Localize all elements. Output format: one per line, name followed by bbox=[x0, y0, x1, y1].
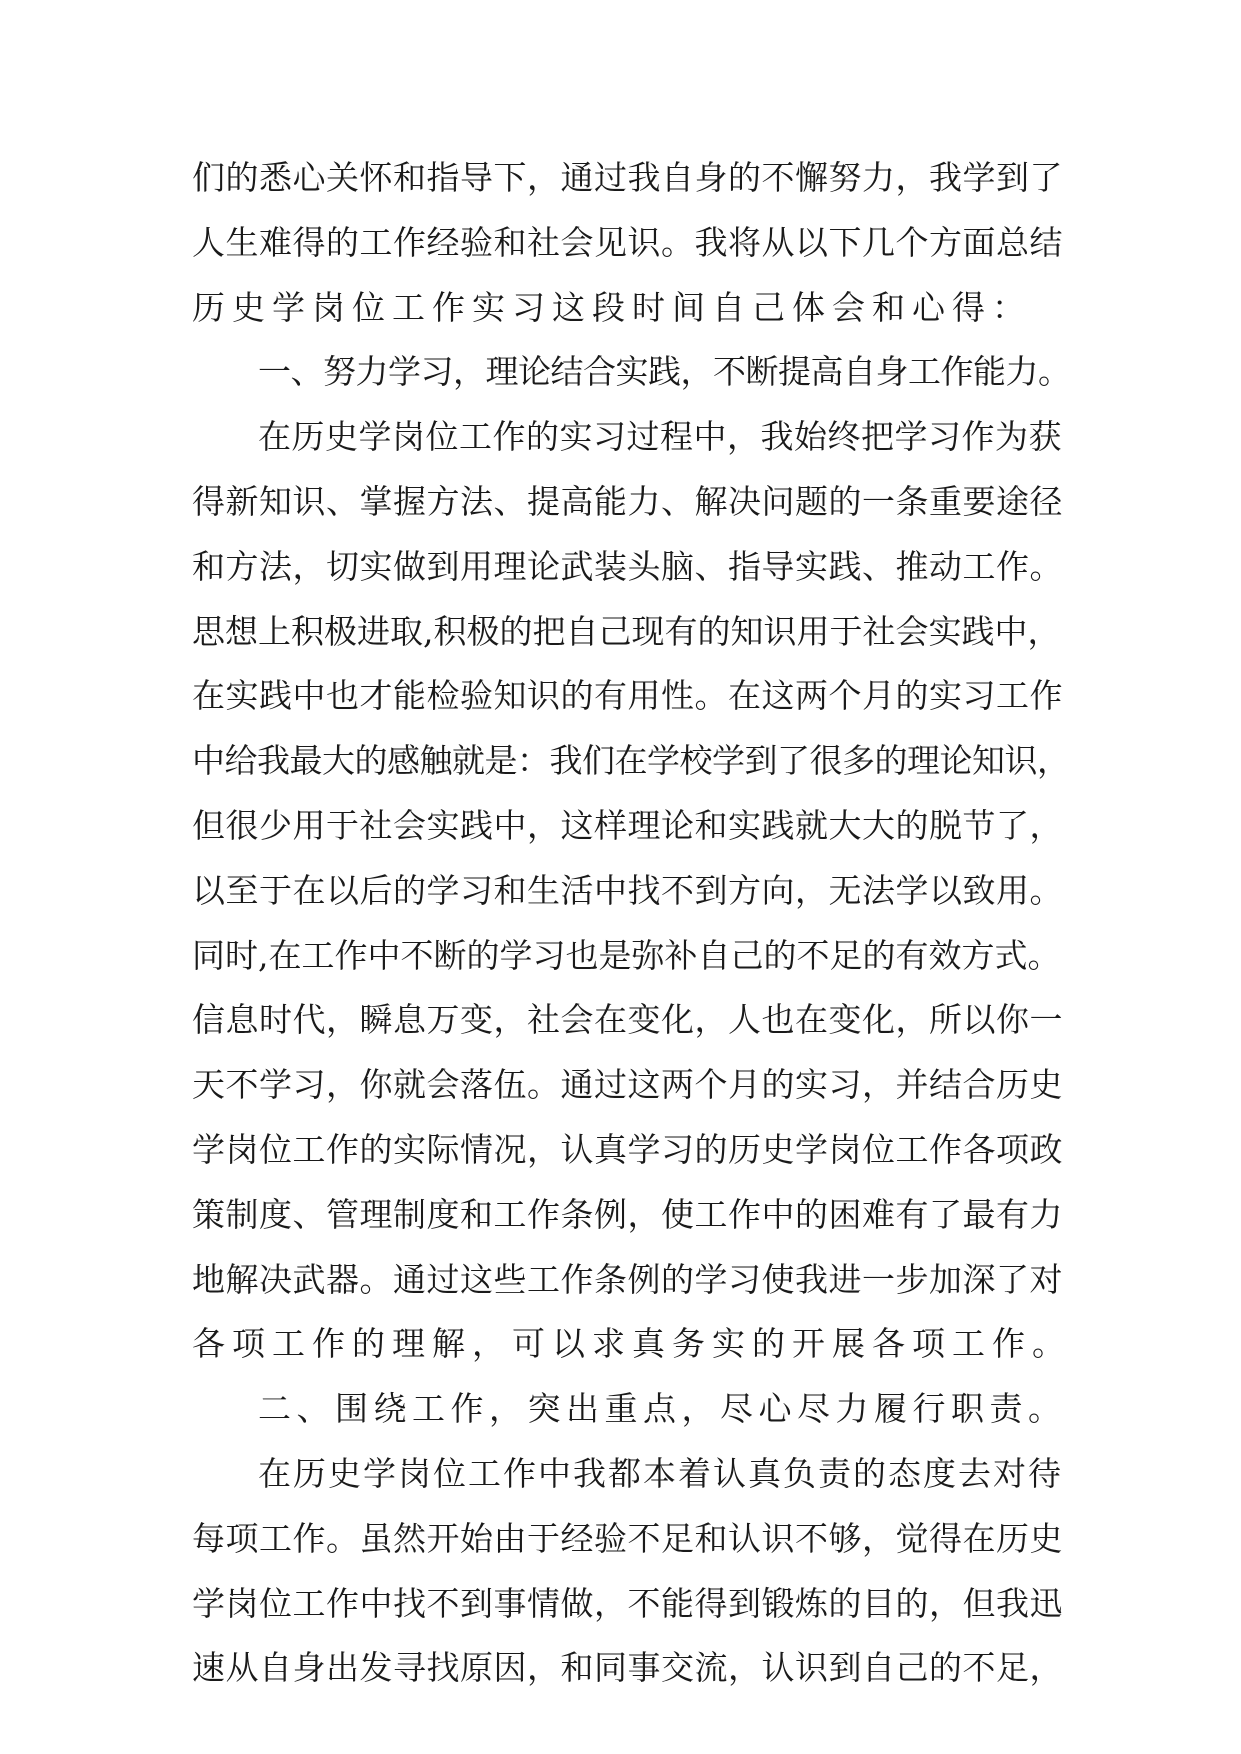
text-line: 历史学岗位工作实习这段时间自己体会和心得： bbox=[192, 287, 1032, 327]
text-line: 思想上积极进取,积极的把自己现有的知识用于社会实践中， bbox=[192, 611, 1061, 651]
body-text bbox=[192, 146, 1072, 1701]
text-line: 中给我最大的感触就是：我们在学校学到了很多的理论知识， bbox=[192, 741, 1070, 781]
text-line: 得新知识、掌握方法、提高能力、解决问题的一条重要途径 bbox=[192, 481, 1063, 521]
text-line: 在历史学岗位工作中我都本着认真负责的态度去对待 bbox=[258, 1453, 1063, 1493]
text-line: 学岗位工作中找不到事情做，不能得到锻炼的目的，但我迅 bbox=[192, 1583, 1063, 1623]
text-line: 地解决武器。通过这些工作条例的学习使我进一步加深了对 bbox=[192, 1259, 1063, 1299]
section-heading-2: 二、围绕工作，突出重点，尽心尽力履行职责。 bbox=[258, 1389, 1067, 1429]
text-line: 每项工作。虽然开始由于经验不足和认识不够，觉得在历史 bbox=[192, 1518, 1063, 1558]
text-line: 但很少用于社会实践中，这样理论和实践就大大的脱节了， bbox=[192, 805, 1063, 845]
text-line: 同时,在工作中不断的学习也是弥补自己的不足的有效方式。 bbox=[192, 935, 1061, 975]
text-line: 策制度、管理制度和工作条例，使工作中的困难有了最有力 bbox=[192, 1194, 1063, 1234]
text-line: 人生难得的工作经验和社会见识。我将从以下几个方面总结 bbox=[192, 222, 1063, 262]
text-line: 在历史学岗位工作的实习过程中，我始终把学习作为获 bbox=[258, 417, 1062, 457]
text-line: 和方法，切实做到用理论武装头脑、指导实践、推动工作。 bbox=[192, 546, 1063, 586]
text-line: 信息时代，瞬息万变，社会在变化，人也在变化，所以你一 bbox=[192, 1000, 1063, 1040]
text-line: 以至于在以后的学习和生活中找不到方向，无法学以致用。 bbox=[192, 870, 1063, 910]
text-line: 速从自身出发寻找原因，和同事交流，认识到自己的不足， bbox=[192, 1648, 1063, 1688]
text-line: 各项工作的理解，可以求真务实的开展各项工作。 bbox=[192, 1324, 1072, 1364]
text-line: 们的悉心关怀和指导下，通过我自身的不懈努力，我学到了 bbox=[192, 158, 1063, 197]
text-line: 在实践中也才能检验知识的有用性。在这两个月的实习工作 bbox=[192, 676, 1063, 716]
text-line: 学岗位工作的实际情况，认真学习的历史学岗位工作各项政 bbox=[192, 1129, 1063, 1169]
section-heading-1: 一、努力学习，理论结合实践，不断提高自身工作能力。 bbox=[258, 352, 1071, 392]
text-line: 天不学习，你就会落伍。通过这两个月的实习，并结合历史 bbox=[192, 1065, 1063, 1105]
